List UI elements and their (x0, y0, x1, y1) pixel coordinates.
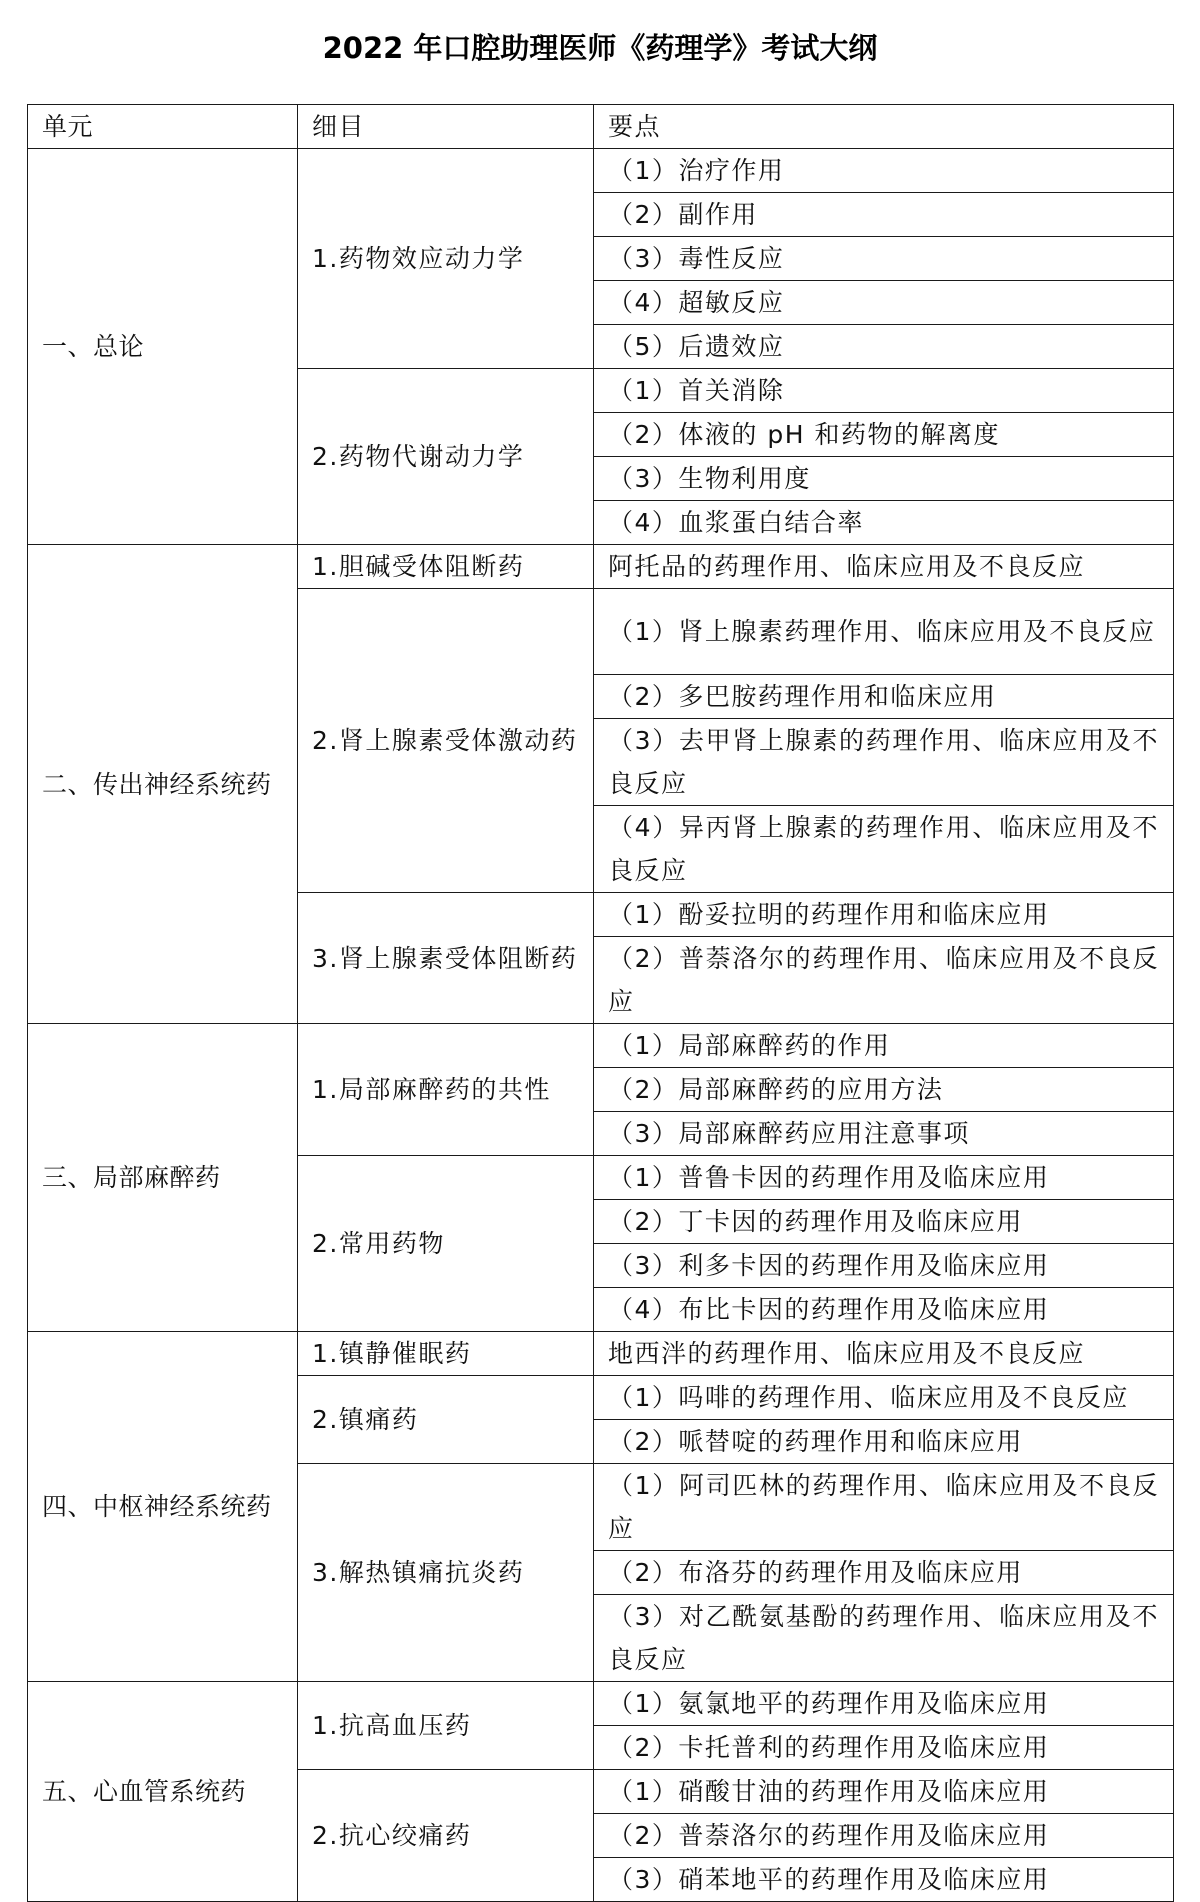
table-row (28, 545, 1174, 589)
detail-cell: 1.镇静催眠药 (298, 1332, 594, 1376)
point-cell: （4）超敏反应 (594, 281, 1174, 325)
point-cell: （2）丁卡因的药理作用及临床应用 (594, 1200, 1174, 1244)
point-cell: （1）硝酸甘油的药理作用及临床应用 (594, 1770, 1174, 1814)
point-cell: （3）硝苯地平的药理作用及临床应用 (594, 1858, 1174, 1902)
table-row (28, 1682, 1174, 1726)
point-cell: （1）治疗作用 (594, 149, 1174, 193)
point-cell: （1）肾上腺素药理作用、临床应用及不良反应 (594, 589, 1174, 675)
point-cell: （1）首关消除 (594, 369, 1174, 413)
point-cell: （4）布比卡因的药理作用及临床应用 (594, 1288, 1174, 1332)
detail-cell: 1.抗高血压药 (298, 1682, 594, 1770)
table-row (28, 1024, 1174, 1068)
point-cell: （2）普萘洛尔的药理作用、临床应用及不良反应 (594, 937, 1174, 1024)
detail-cell: 1.局部麻醉药的共性 (298, 1024, 594, 1156)
point-cell: （1）酚妥拉明的药理作用和临床应用 (594, 893, 1174, 937)
point-cell: 阿托品的药理作用、临床应用及不良反应 (594, 545, 1174, 589)
unit-cell: 三、局部麻醉药 (28, 1024, 298, 1332)
detail-cell: 2.肾上腺素受体激动药 (298, 589, 594, 893)
header-point: 要点 (594, 105, 1174, 149)
point-cell: （5）后遗效应 (594, 325, 1174, 369)
point-cell: （1）阿司匹林的药理作用、临床应用及不良反应 (594, 1464, 1174, 1551)
point-cell: （3）局部麻醉药应用注意事项 (594, 1112, 1174, 1156)
point-cell: （2）布洛芬的药理作用及临床应用 (594, 1551, 1174, 1595)
detail-cell: 1.药物效应动力学 (298, 149, 594, 369)
point-cell: （1）氨氯地平的药理作用及临床应用 (594, 1682, 1174, 1726)
point-cell: （3）去甲肾上腺素的药理作用、临床应用及不良反应 (594, 719, 1174, 806)
detail-cell: 3.解热镇痛抗炎药 (298, 1464, 594, 1682)
unit-cell: 二、传出神经系统药 (28, 545, 298, 1024)
point-cell: 地西泮的药理作用、临床应用及不良反应 (594, 1332, 1174, 1376)
point-cell: （2）哌替啶的药理作用和临床应用 (594, 1420, 1174, 1464)
detail-cell: 2.常用药物 (298, 1156, 594, 1332)
point-cell: （2）副作用 (594, 193, 1174, 237)
unit-cell: 五、心血管系统药 (28, 1682, 298, 1902)
point-cell: （2）普萘洛尔的药理作用及临床应用 (594, 1814, 1174, 1858)
header-detail: 细目 (298, 105, 594, 149)
point-cell: （3）毒性反应 (594, 237, 1174, 281)
unit-cell: 一、总论 (28, 149, 298, 545)
point-cell: （1）普鲁卡因的药理作用及临床应用 (594, 1156, 1174, 1200)
point-cell: （3）对乙酰氨基酚的药理作用、临床应用及不良反应 (594, 1595, 1174, 1682)
detail-cell: 3.肾上腺素受体阻断药 (298, 893, 594, 1024)
detail-cell: 1.胆碱受体阻断药 (298, 545, 594, 589)
unit-cell: 四、中枢神经系统药 (28, 1332, 298, 1682)
table-header-row (28, 105, 1174, 149)
syllabus-table-body (28, 105, 1174, 1902)
point-cell: （2）体液的 pH 和药物的解离度 (594, 413, 1174, 457)
point-cell: （4）血浆蛋白结合率 (594, 501, 1174, 545)
point-cell: （2）局部麻醉药的应用方法 (594, 1068, 1174, 1112)
point-cell: （2）卡托普利的药理作用及临床应用 (594, 1726, 1174, 1770)
point-cell: （1）局部麻醉药的作用 (594, 1024, 1174, 1068)
point-cell: （3）利多卡因的药理作用及临床应用 (594, 1244, 1174, 1288)
detail-cell: 2.抗心绞痛药 (298, 1770, 594, 1902)
point-cell: （1）吗啡的药理作用、临床应用及不良反应 (594, 1376, 1174, 1420)
point-cell: （4）异丙肾上腺素的药理作用、临床应用及不良反应 (594, 806, 1174, 893)
header-unit: 单元 (28, 105, 298, 149)
table-row (28, 1332, 1174, 1376)
syllabus-table (27, 104, 1174, 1902)
point-cell: （2）多巴胺药理作用和临床应用 (594, 675, 1174, 719)
detail-cell: 2.镇痛药 (298, 1376, 594, 1464)
page-title: 2022 年口腔助理医师《药理学》考试大纲 (322, 31, 878, 65)
table-row (28, 149, 1174, 193)
point-cell: （3）生物利用度 (594, 457, 1174, 501)
detail-cell: 2.药物代谢动力学 (298, 369, 594, 545)
